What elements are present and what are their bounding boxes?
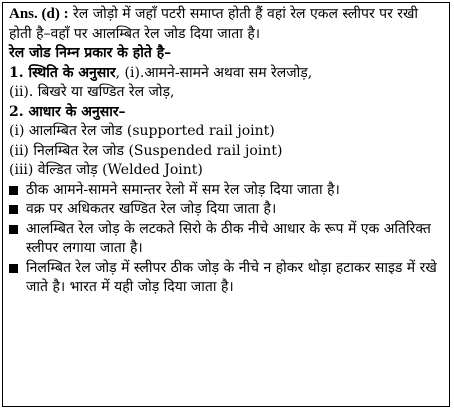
section1-item1: , (i).आमने-सामने अथवा सम रेलजोड़,	[115, 64, 313, 81]
bullet-text: ठीक आमने-सामने समान्तर रेलो में सम रेल जोड़ दिया जाता है।	[26, 181, 340, 198]
bullet-text: निलम्बित रेल जोड़ में स्लीपर ठीक जोड़ के नीचे न होकर थोड़ा हटाकर साइड में रखे जाते है। भारत में यही जोड़ दिया जाता है।	[26, 259, 437, 295]
answer-box	[2, 2, 450, 407]
square-bullet-icon	[9, 205, 18, 214]
section2-item-welded: (iii) वेल्डित जोड़ (Welded Joint)	[9, 162, 203, 178]
intro-text: रेल जोड़ो में जहाँ पटरी समाप्त होती हैं वहां रेल एकल स्लीपर पर रखी होती है–वहाँ पर आलम्बित रेल जोड दिया जाता है।	[9, 6, 419, 42]
section2-item-supported: (i) आलम्बित रेल जोड (supported rail joint)	[9, 123, 275, 139]
bullet-text: वक्र पर अधिकतर खण्डित रेल जोड़ दिया जाता है।	[26, 201, 277, 217]
section1-line1	[9, 64, 443, 84]
section1-heading: 1. स्थिति के अनुसार	[9, 64, 116, 81]
types-heading: रेल जोड निम्न प्रकार के होते है–	[9, 45, 172, 61]
square-bullet-icon	[9, 264, 18, 273]
square-bullet-icon	[9, 186, 18, 195]
bullet-item	[9, 259, 443, 298]
section1-item2: (ii). बिखरे या खण्डित रेल जोड़,	[9, 84, 175, 100]
bullet-text: आलम्बित रेल जोड़ के लटकते सिरो के ठीक नीचे आधार के रूप में एक अतिरिक्त स्लीपर लगाया जाता है।	[26, 220, 431, 256]
section2-item-suspended: (ii) निलम्बित रेल जोड (Suspended rail joint)	[9, 142, 283, 159]
bullet-item	[9, 181, 443, 201]
section2-heading: 2. आधार के अनुसार–	[9, 103, 126, 120]
bullet-item	[9, 220, 443, 259]
square-bullet-icon	[9, 225, 18, 234]
answer-label: Ans. (d) :	[9, 6, 69, 22]
bullet-item	[9, 200, 443, 220]
answer-intro	[9, 5, 443, 44]
